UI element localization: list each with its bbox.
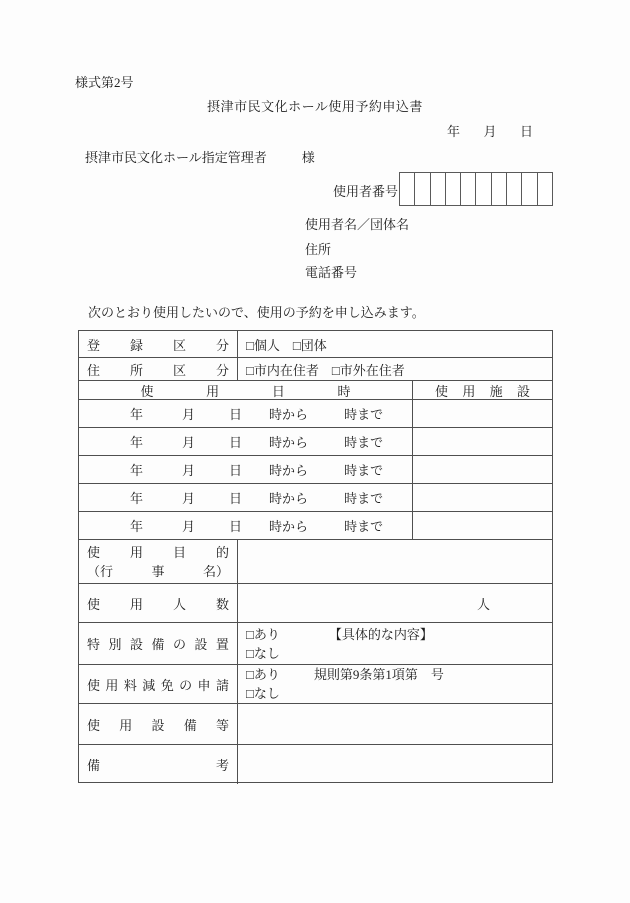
time-from-label: 時から [269, 435, 309, 450]
checkbox-non-city-resident[interactable]: □市外在住者 [331, 362, 405, 378]
usage-datetime-cell-2[interactable] [79, 428, 413, 455]
special-equipment-value-cell [238, 623, 552, 664]
number-of-people-label: 使 用 人 数 [87, 596, 229, 612]
checkbox-personal[interactable]: □個人 [246, 337, 280, 353]
usage-purpose-label-line2: （行 事 名） [87, 563, 229, 579]
row-used-facilities [79, 703, 552, 744]
row-usage-purpose [79, 539, 552, 583]
application-date-line[interactable]: 年 月 日 [447, 124, 533, 139]
user-number-cell[interactable] [475, 173, 490, 205]
time-to-label: 時まで [344, 435, 384, 450]
checkbox-fee-reduction-no[interactable]: □なし [246, 686, 280, 701]
intro-sentence: 次のとおり使用したいので、使用の予約を申し込みます。 [88, 305, 425, 320]
user-number-cell[interactable] [521, 173, 536, 205]
row-fee-reduction [79, 664, 552, 703]
remarks-label-cell [79, 745, 238, 784]
fee-reduction-label: 使 用 料 減 免 の 申 請 [87, 677, 229, 693]
usage-row-1 [79, 399, 552, 427]
usage-row-4 [79, 483, 552, 511]
fee-reduction-rule-text: 規則第9条第1項第 号 [313, 667, 444, 682]
remarks-label: 備 考 [87, 758, 229, 773]
user-number-cell[interactable] [491, 173, 506, 205]
residence-division-label-cell [79, 358, 238, 380]
usage-row-3 [79, 455, 552, 483]
time-to-label: 時まで [344, 407, 384, 422]
fee-reduction-label-cell [79, 665, 238, 703]
month-label: 月 [182, 435, 196, 450]
year-label: 年 [130, 407, 144, 422]
used-facilities-label: 使 用 設 備 等 [87, 717, 229, 733]
address-label: 住所 [305, 242, 332, 257]
residence-division-value-cell [238, 358, 552, 380]
addressee-honorific: 様 [301, 150, 315, 165]
month-label: 月 [182, 491, 196, 506]
usage-facility-header: 使 用 施 設 [435, 383, 530, 399]
used-facilities-value-cell[interactable] [238, 704, 552, 744]
time-to-label: 時まで [344, 519, 384, 534]
usage-facility-cell-5[interactable] [413, 512, 552, 539]
phone-number-label: 電話番号 [305, 265, 358, 280]
day-label: 日 [229, 463, 243, 478]
day-label: 日 [229, 435, 243, 450]
usage-datetime-header-cell [79, 381, 413, 399]
time-from-label: 時から [269, 463, 309, 478]
registration-division-value-cell [238, 331, 552, 357]
used-facilities-label-cell [79, 704, 238, 744]
row-residence-division [79, 357, 552, 380]
usage-purpose-value-cell[interactable] [238, 540, 552, 583]
row-number-of-people [79, 583, 552, 622]
special-equipment-label-cell [79, 623, 238, 664]
checkbox-special-equipment-yes[interactable]: □あり [246, 626, 280, 642]
addressee-line [85, 147, 315, 166]
page-title: 摂津市民文化ホール使用予約申込書 [207, 99, 423, 114]
year-label: 年 [130, 519, 144, 534]
user-number-cell[interactable] [414, 173, 429, 205]
residence-division-label: 住 所 区 分 [87, 362, 229, 378]
special-equipment-detail-heading: 【具体的な内容】 [328, 626, 433, 642]
people-unit-label: 人 [476, 596, 490, 612]
day-label: 日 [229, 407, 243, 422]
user-number-label: 使用者番号 [333, 184, 399, 199]
checkbox-group[interactable]: □団体 [292, 337, 327, 353]
special-equipment-label: 特 別 設 備 の 設 置 [87, 637, 229, 652]
day-label: 日 [229, 519, 243, 534]
fee-reduction-value-cell [238, 665, 552, 703]
usage-datetime-header: 使 用 日 時 [140, 383, 351, 399]
usage-purpose-label-cell [79, 540, 238, 583]
checkbox-special-equipment-no[interactable]: □なし [246, 645, 280, 661]
user-name-label: 使用者名／団体名 [305, 217, 410, 232]
addressee-name: 摂津市民文化ホール指定管理者 [85, 150, 267, 165]
number-of-people-label-cell [79, 584, 238, 622]
row-remarks [79, 744, 552, 784]
usage-datetime-cell-5[interactable] [79, 512, 413, 539]
row-registration-division [79, 331, 552, 357]
time-from-label: 時から [269, 491, 309, 506]
time-from-label: 時から [269, 407, 309, 422]
row-usage-header [79, 380, 552, 399]
form-number: 様式第2号 [75, 75, 134, 90]
month-label: 月 [182, 407, 196, 422]
user-number-cell[interactable] [460, 173, 475, 205]
usage-row-5 [79, 511, 552, 539]
usage-datetime-cell-4[interactable] [79, 484, 413, 511]
checkbox-city-resident[interactable]: □市内在住者 [246, 362, 319, 378]
month-label: 月 [182, 519, 196, 534]
user-number-cell[interactable] [537, 173, 552, 205]
month-label: 月 [182, 463, 196, 478]
day-label: 日 [229, 491, 243, 506]
usage-purpose-label-line1: 使 用 目 的 [87, 544, 229, 560]
row-special-equipment [79, 622, 552, 664]
user-number-grid[interactable] [399, 172, 553, 206]
usage-facility-cell-1[interactable] [413, 400, 552, 427]
year-label: 年 [130, 435, 144, 450]
year-label: 年 [130, 491, 144, 506]
usage-facility-header-cell [413, 381, 552, 399]
registration-division-label-cell [79, 331, 238, 357]
usage-facility-cell-4[interactable] [413, 484, 552, 511]
user-number-cell[interactable] [400, 173, 414, 205]
user-number-cell[interactable] [430, 173, 445, 205]
usage-facility-cell-2[interactable] [413, 428, 552, 455]
time-to-label: 時まで [344, 491, 384, 506]
usage-datetime-cell-1[interactable] [79, 400, 413, 427]
usage-datetime-cell-3[interactable] [79, 456, 413, 483]
application-table [78, 330, 553, 783]
registration-division-label: 登 録 区 分 [87, 337, 229, 353]
number-of-people-value-cell[interactable] [238, 584, 552, 622]
remarks-value-cell[interactable] [238, 745, 552, 784]
user-number-cell[interactable] [445, 173, 460, 205]
usage-facility-cell-3[interactable] [413, 456, 552, 483]
year-label: 年 [130, 463, 144, 478]
time-to-label: 時まで [344, 463, 384, 478]
usage-row-2 [79, 427, 552, 455]
user-number-cell[interactable] [506, 173, 521, 205]
checkbox-fee-reduction-yes[interactable]: □あり [246, 667, 280, 682]
time-from-label: 時から [269, 519, 309, 534]
